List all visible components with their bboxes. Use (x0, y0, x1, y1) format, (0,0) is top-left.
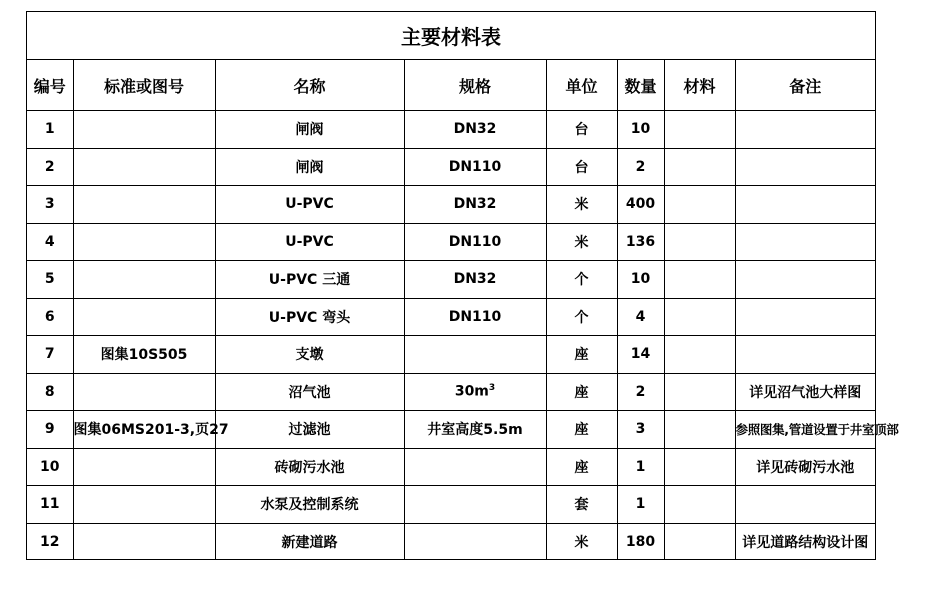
cell-spec (404, 111, 546, 149)
header-note: 备注 (735, 60, 875, 111)
cell-unit (546, 373, 617, 411)
cell-number-text: 6 (44, 308, 55, 325)
cell-name-text: 支墩 (295, 347, 324, 364)
cell-spec-superscript: 3 (488, 383, 496, 394)
cell-name-text: 水泵及控制系统 (260, 497, 359, 514)
cell-spec (404, 298, 546, 336)
cell-name (215, 298, 404, 336)
cell-material (664, 523, 735, 560)
cell-unit (546, 486, 617, 524)
cell-spec-text: DN32 (453, 196, 497, 213)
cell-note (735, 261, 875, 299)
cell-unit (546, 223, 617, 261)
table-row (27, 223, 875, 261)
header-number: 编号 (27, 60, 73, 111)
cell-number (27, 148, 73, 186)
table-row (27, 111, 875, 149)
cell-name-text: 过滤池 (288, 422, 331, 439)
cell-spec (404, 186, 546, 224)
cell-number (27, 261, 73, 299)
cell-unit-text: 米 (574, 234, 589, 251)
cell-note (735, 186, 875, 224)
cell-name-text: U-PVC (285, 196, 334, 213)
cell-quantity-text: 10 (630, 271, 651, 288)
cell-standard (73, 336, 215, 374)
cell-quantity (617, 411, 664, 449)
cell-material (664, 448, 735, 486)
cell-number (27, 523, 73, 560)
cell-number-text: 2 (44, 158, 55, 175)
cell-quantity-text: 400 (625, 196, 656, 213)
cell-spec (404, 448, 546, 486)
cell-number-text: 1 (44, 121, 55, 138)
cell-note (735, 223, 875, 261)
cell-number-text: 9 (44, 421, 55, 438)
cell-number (27, 111, 73, 149)
table-row (27, 148, 875, 186)
cell-name (215, 261, 404, 299)
cell-number (27, 336, 73, 374)
cell-quantity-text: 180 (625, 533, 656, 550)
cell-quantity-text: 14 (630, 346, 651, 363)
cell-unit (546, 298, 617, 336)
materials-table (27, 60, 899, 560)
header-row (27, 60, 875, 111)
cell-number-text: 8 (44, 383, 55, 400)
cell-note (735, 486, 875, 524)
cell-unit-text: 米 (574, 534, 589, 551)
cell-quantity (617, 111, 664, 149)
cell-name (215, 111, 404, 149)
cell-material (664, 223, 735, 261)
table-title: 主要材料表 (27, 12, 875, 60)
cell-standard (73, 373, 215, 411)
cell-spec-text: 30m (454, 384, 489, 401)
cell-unit-text: 个 (574, 272, 589, 289)
cell-name (215, 373, 404, 411)
cell-spec (404, 411, 546, 449)
cell-number (27, 448, 73, 486)
cell-material (664, 411, 735, 449)
table-row (27, 298, 875, 336)
cell-unit (546, 261, 617, 299)
cell-quantity-text: 136 (625, 233, 656, 250)
table-row (27, 261, 875, 299)
cell-note (735, 411, 899, 449)
cell-standard (73, 261, 215, 299)
cell-name (215, 486, 404, 524)
cell-note (735, 111, 875, 149)
table-row (27, 373, 875, 411)
cell-quantity-text: 2 (635, 383, 646, 400)
cell-quantity (617, 336, 664, 374)
cell-unit-text: 座 (574, 347, 589, 364)
table-row (27, 336, 875, 374)
cell-unit (546, 523, 617, 560)
cell-spec-text: DN32 (453, 121, 497, 138)
cell-name (215, 448, 404, 486)
cell-number-text: 10 (40, 458, 60, 475)
cell-standard (73, 223, 215, 261)
cell-standard (73, 448, 215, 486)
cell-spec (404, 148, 546, 186)
cell-number-text: 4 (44, 233, 55, 250)
cell-note-text: 详见砖砌污水池 (756, 459, 855, 476)
cell-number (27, 486, 73, 524)
table-row (27, 411, 875, 449)
cell-number-text: 7 (44, 346, 55, 363)
cell-spec-text: DN32 (453, 271, 497, 288)
cell-unit-text: 台 (574, 122, 589, 139)
cell-quantity-text: 10 (630, 121, 651, 138)
cell-quantity (617, 448, 664, 486)
cell-unit (546, 186, 617, 224)
table-row (27, 448, 875, 486)
header-standard: 标准或图号 (73, 60, 215, 111)
cell-unit-text: 米 (574, 197, 589, 214)
cell-spec (404, 261, 546, 299)
cell-unit (546, 336, 617, 374)
cell-number-text: 5 (44, 271, 55, 288)
cell-note (735, 373, 875, 411)
cell-spec-text: 井室高度5.5m (427, 422, 523, 439)
cell-unit-text: 座 (574, 422, 589, 439)
cell-quantity-text: 2 (635, 158, 646, 175)
cell-quantity-text: 1 (635, 458, 646, 475)
cell-unit (546, 148, 617, 186)
cell-name-text: 沼气池 (288, 384, 331, 401)
cell-quantity (617, 186, 664, 224)
cell-unit-text: 个 (574, 309, 589, 326)
cell-number (27, 223, 73, 261)
cell-standard (73, 486, 215, 524)
table-row (27, 486, 875, 524)
cell-quantity (617, 298, 664, 336)
cell-note (735, 448, 875, 486)
cell-name-text: 闸阀 (295, 122, 324, 139)
materials-table-sheet (26, 11, 899, 560)
cell-spec (404, 223, 546, 261)
cell-quantity (617, 373, 664, 411)
cell-standard (73, 186, 215, 224)
cell-name-text: U-PVC (285, 233, 334, 250)
cell-material (664, 261, 735, 299)
cell-name-text: 闸阀 (295, 159, 324, 176)
cell-number (27, 373, 73, 411)
cell-quantity (617, 486, 664, 524)
table-row (27, 523, 875, 560)
cell-note-text: 参照图集,管道设置于井室顶部 (735, 422, 899, 438)
cell-unit-text: 台 (574, 159, 589, 176)
cell-spec-text: DN110 (448, 233, 502, 250)
cell-name (215, 186, 404, 224)
cell-spec-text: DN110 (448, 308, 502, 325)
header-unit: 单位 (546, 60, 617, 111)
cell-quantity (617, 223, 664, 261)
cell-material (664, 373, 735, 411)
cell-quantity-text: 4 (635, 308, 646, 325)
cell-quantity (617, 261, 664, 299)
header-spec: 规格 (404, 60, 546, 111)
cell-unit (546, 111, 617, 149)
cell-number-text: 3 (44, 196, 55, 213)
cell-name-text: 砖砌污水池 (274, 459, 345, 476)
cell-spec (404, 373, 546, 411)
header-quantity: 数量 (617, 60, 664, 111)
cell-material (664, 111, 735, 149)
cell-name (215, 411, 404, 449)
cell-number-text: 12 (40, 533, 60, 550)
cell-name (215, 148, 404, 186)
table-row (27, 186, 875, 224)
cell-number-text: 11 (40, 496, 60, 513)
cell-material (664, 148, 735, 186)
cell-note-text: 详见沼气池大样图 (749, 384, 862, 401)
cell-standard (73, 111, 215, 149)
cell-material (664, 486, 735, 524)
cell-quantity (617, 523, 664, 560)
cell-spec-text: DN110 (448, 158, 502, 175)
cell-quantity-text: 3 (635, 421, 646, 438)
cell-material (664, 336, 735, 374)
cell-note (735, 523, 875, 560)
cell-material (664, 298, 735, 336)
cell-material (664, 186, 735, 224)
cell-standard (73, 411, 229, 449)
cell-standard (73, 148, 215, 186)
cell-standard (73, 298, 215, 336)
cell-note (735, 336, 875, 374)
cell-name (215, 336, 404, 374)
cell-note-text: 详见道路结构设计图 (742, 534, 869, 551)
cell-spec (404, 486, 546, 524)
cell-note (735, 148, 875, 186)
cell-quantity-text: 1 (635, 496, 646, 513)
cell-number (27, 298, 73, 336)
header-name: 名称 (215, 60, 404, 111)
cell-unit-text: 套 (574, 497, 589, 514)
header-material: 材料 (664, 60, 735, 111)
cell-name (215, 223, 404, 261)
cell-name (215, 523, 404, 560)
cell-name-text: 新建道路 (281, 534, 338, 551)
cell-name-text: U-PVC 三通 (268, 272, 351, 289)
cell-spec (404, 336, 546, 374)
cell-name-text: U-PVC 弯头 (268, 309, 351, 326)
cell-quantity (617, 148, 664, 186)
cell-number (27, 411, 73, 449)
cell-standard (73, 523, 215, 560)
cell-unit-text: 座 (574, 384, 589, 401)
cell-unit (546, 411, 617, 449)
cell-standard-text: 图集06MS201-3,页27 (73, 422, 229, 439)
cell-spec (404, 523, 546, 560)
cell-standard-text: 图集10S505 (100, 347, 188, 364)
cell-unit (546, 448, 617, 486)
cell-number (27, 186, 73, 224)
cell-note (735, 298, 875, 336)
cell-unit-text: 座 (574, 459, 589, 476)
